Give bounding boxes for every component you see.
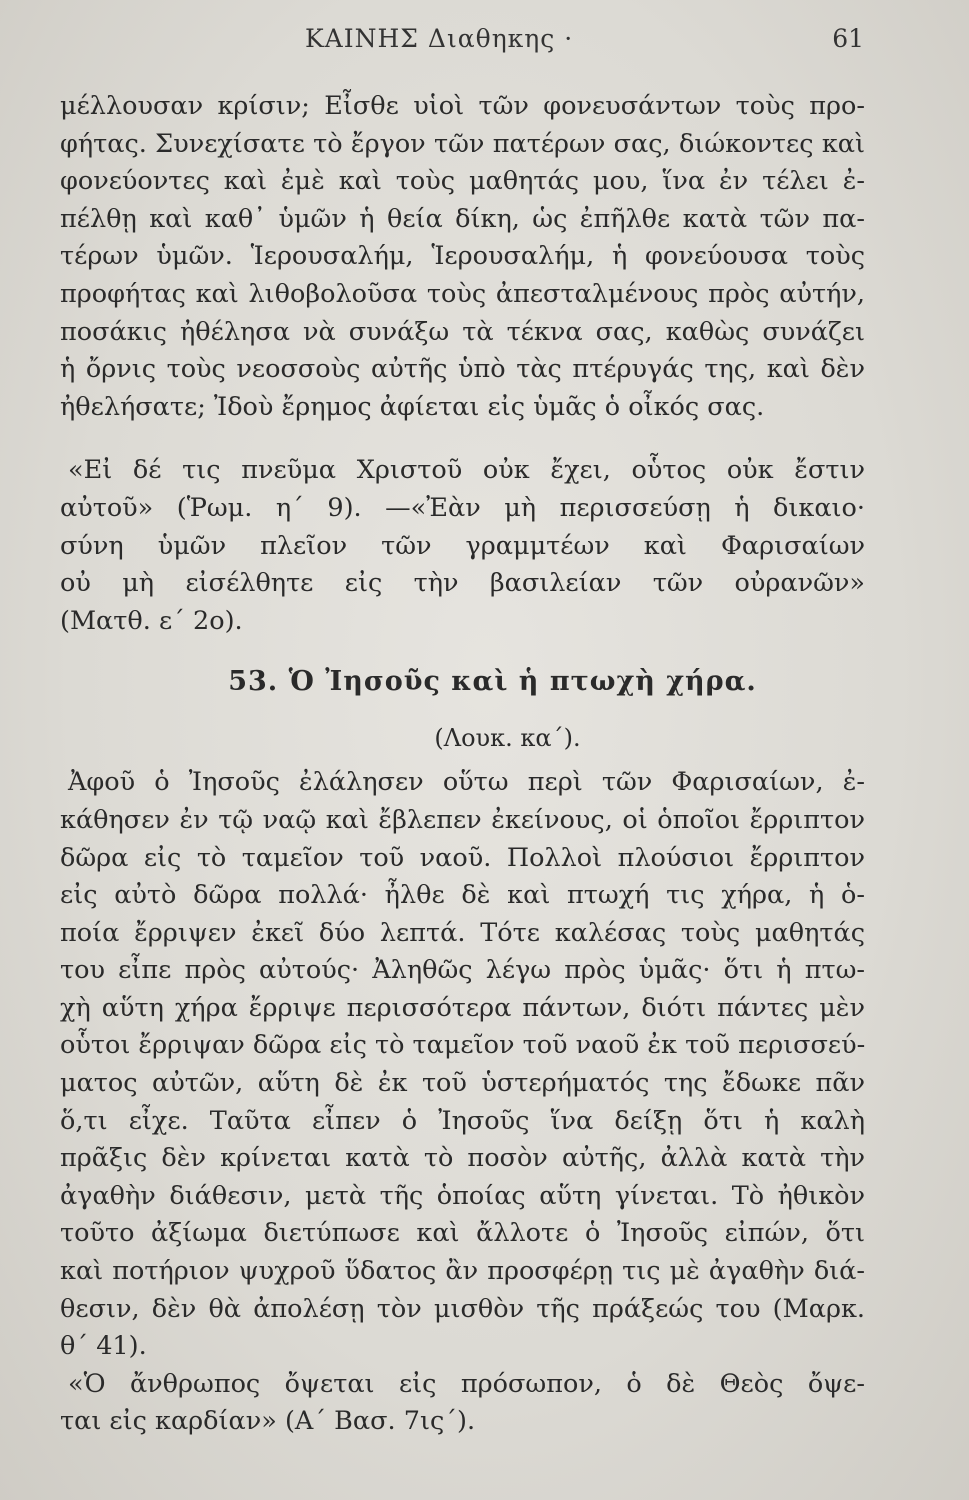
text-line: (Ματθ. ε΄ 2ο). [60, 605, 243, 636]
page-number: 61 [832, 24, 864, 53]
text-line: «Ὁ ἄνθρωπος ὄψεται εἰς πρόσωπον, ὁ δὲ Θεὸς ὄψε- [68, 1368, 865, 1399]
text-line: προφήτας καὶ λιθοβολοῦσα τοὺς ἀπεσταλμένους πρὸς αὐτήν, [60, 278, 865, 309]
text-line: «Εἰ δέ τις πνεῦμα Χριστοῦ οὐκ ἔχει, οὗτος οὐκ ἔστιν [68, 455, 865, 486]
text-line: οὗτοι ἔρριψαν δῶρα εἰς τὸ ταμεῖον τοῦ ναοῦ ἐκ τοῦ περισσεύ- [60, 1030, 866, 1061]
body-text [60, 88, 865, 1441]
section-heading: 53. Ὁ Ἰησοῦς καὶ ἡ πτωχὴ χήρα. [228, 666, 757, 698]
text-line: ματος αὐτῶν, αὕτη δὲ ἐκ τοῦ ὑστερήματός της ἔδωκε πᾶν [60, 1068, 865, 1099]
text-line: ται εἰς καρδίαν» (Α΄ Βασ. 7ις΄). [60, 1406, 476, 1437]
text-line: τοῦτο ἀξίωμα διετύπωσε καὶ ἄλλοτε ὁ Ἰησοῦς εἰπών, ὅτι [60, 1218, 865, 1249]
text-line: χὴ αὕτη χήρα ἔρριψε περισσότερα πάντων, διότι πάντες μὲν [60, 992, 865, 1023]
text-line: ὅ,τι εἶχε. Ταῦτα εἶπεν ὁ Ἰησοῦς ἵνα δείξῃ ὅτι ἡ καλὴ [60, 1105, 865, 1136]
text-line: κάθησεν ἐν τῷ ναῷ καὶ ἔβλεπεν ἐκείνους, οἱ ὁποῖοι ἔρριπτον [60, 804, 865, 835]
paragraph-continuation [60, 88, 865, 426]
paragraph-gap [60, 426, 865, 452]
text-line: του εἶπε πρὸς αὐτούς· Ἀληθῶς λέγω πρὸς ὑμᾶς· ὅτι ἡ πτω- [60, 955, 865, 986]
text-line: θ΄ 41). [60, 1331, 147, 1362]
text-line: ἡ ὄρνις τοὺς νεοσσοὺς αὐτῆς ὑπὸ τὰς πτέρυγάς της, καὶ δὲν [60, 354, 865, 385]
running-title: ΚΑΙΝΗΣ Διαθηκης · [305, 24, 574, 53]
text-line: ἠθελήσατε; Ἰδοὺ ἔρημος ἀφίεται εἰς ὑμᾶς ὁ οἶκός σας. [60, 391, 765, 422]
text-line: φονεύοντες καὶ ἐμὲ καὶ τοὺς μαθητάς μου, ἵνα ἐν τέλει ἐ- [60, 166, 865, 197]
text-line: οὐ μὴ εἰσέλθητε εἰς τὴν βασιλείαν τῶν οὐρανῶν» [60, 568, 865, 599]
text-line: φήτας. Συνεχίσατε τὸ ἔργον τῶν πατέρων σας, διώκοντες καὶ [60, 128, 865, 159]
text-line: τέρων ὑμῶν. Ἱερουσαλήμ, Ἱερουσαλήμ, ἡ φονεύουσα τοὺς [60, 241, 865, 272]
scripture-quote [60, 452, 865, 640]
text-line: ποσάκις ἠθέλησα νὰ συνάξω τὰ τέκνα σας, καθὼς συνάζει [60, 316, 865, 347]
closing-quote [60, 1366, 865, 1441]
text-line: αὐτοῦ» (Ῥωμ. η΄ 9). —«Ἐὰν μὴ περισσεύσῃ ἡ δικαιο· [60, 492, 865, 523]
running-head [0, 24, 969, 64]
text-line: καὶ ποτήριον ψυχροῦ ὕδατος ἂν προσφέρῃ τις μὲ ἀγαθὴν διά- [60, 1256, 865, 1287]
text-line: πρᾶξις δὲν κρίνεται κατὰ τὸ ποσὸν αὐτῆς, ἀλλὰ κατὰ τὴν [60, 1143, 865, 1174]
text-line: ἀγαθὴν διάθεσιν, μετὰ τῆς ὁποίας αὕτη γίνεται. Τὸ ἠθικὸν [60, 1180, 865, 1211]
text-line: εἰς αὐτὸ δῶρα πολλά· ἦλθε δὲ καὶ πτωχή τις χήρα, ἡ ὁ- [60, 880, 865, 911]
text-line: δῶρα εἰς τὸ ταμεῖον τοῦ ναοῦ. Πολλοὶ πλούσιοι ἔρριπτον [60, 842, 865, 873]
text-line: μέλλουσαν κρίσιν; Εἶσθε υἱοὶ τῶν φονευσάντων τοὺς προ- [60, 91, 865, 121]
text-line: θεσιν, δὲν θὰ ἀπολέσῃ τὸν μισθὸν τῆς πράξεώς του (Μαρκ. [60, 1293, 865, 1324]
section-gap [60, 640, 865, 660]
text-line: ποία ἔρριψεν ἐκεῖ δύο λεπτά. Τότε καλέσας τοὺς μαθητάς [60, 917, 865, 948]
section-paragraph [60, 764, 865, 1366]
text-line: πέλθῃ καὶ καθ᾽ ὑμῶν ἡ θεία δίκη, ὡς ἐπῆλθε κατὰ τῶν πα- [60, 203, 865, 234]
text-line: σύνη ὑμῶν πλεῖον τῶν γραμμτέων καὶ Φαρισαίων [60, 530, 865, 561]
text-line: Ἀφοῦ ὁ Ἰησοῦς ἐλάλησεν οὕτω περὶ τῶν Φαρισαίων, ἐ- [68, 767, 865, 798]
section-reference: (Λουκ. κα΄). [434, 724, 581, 753]
